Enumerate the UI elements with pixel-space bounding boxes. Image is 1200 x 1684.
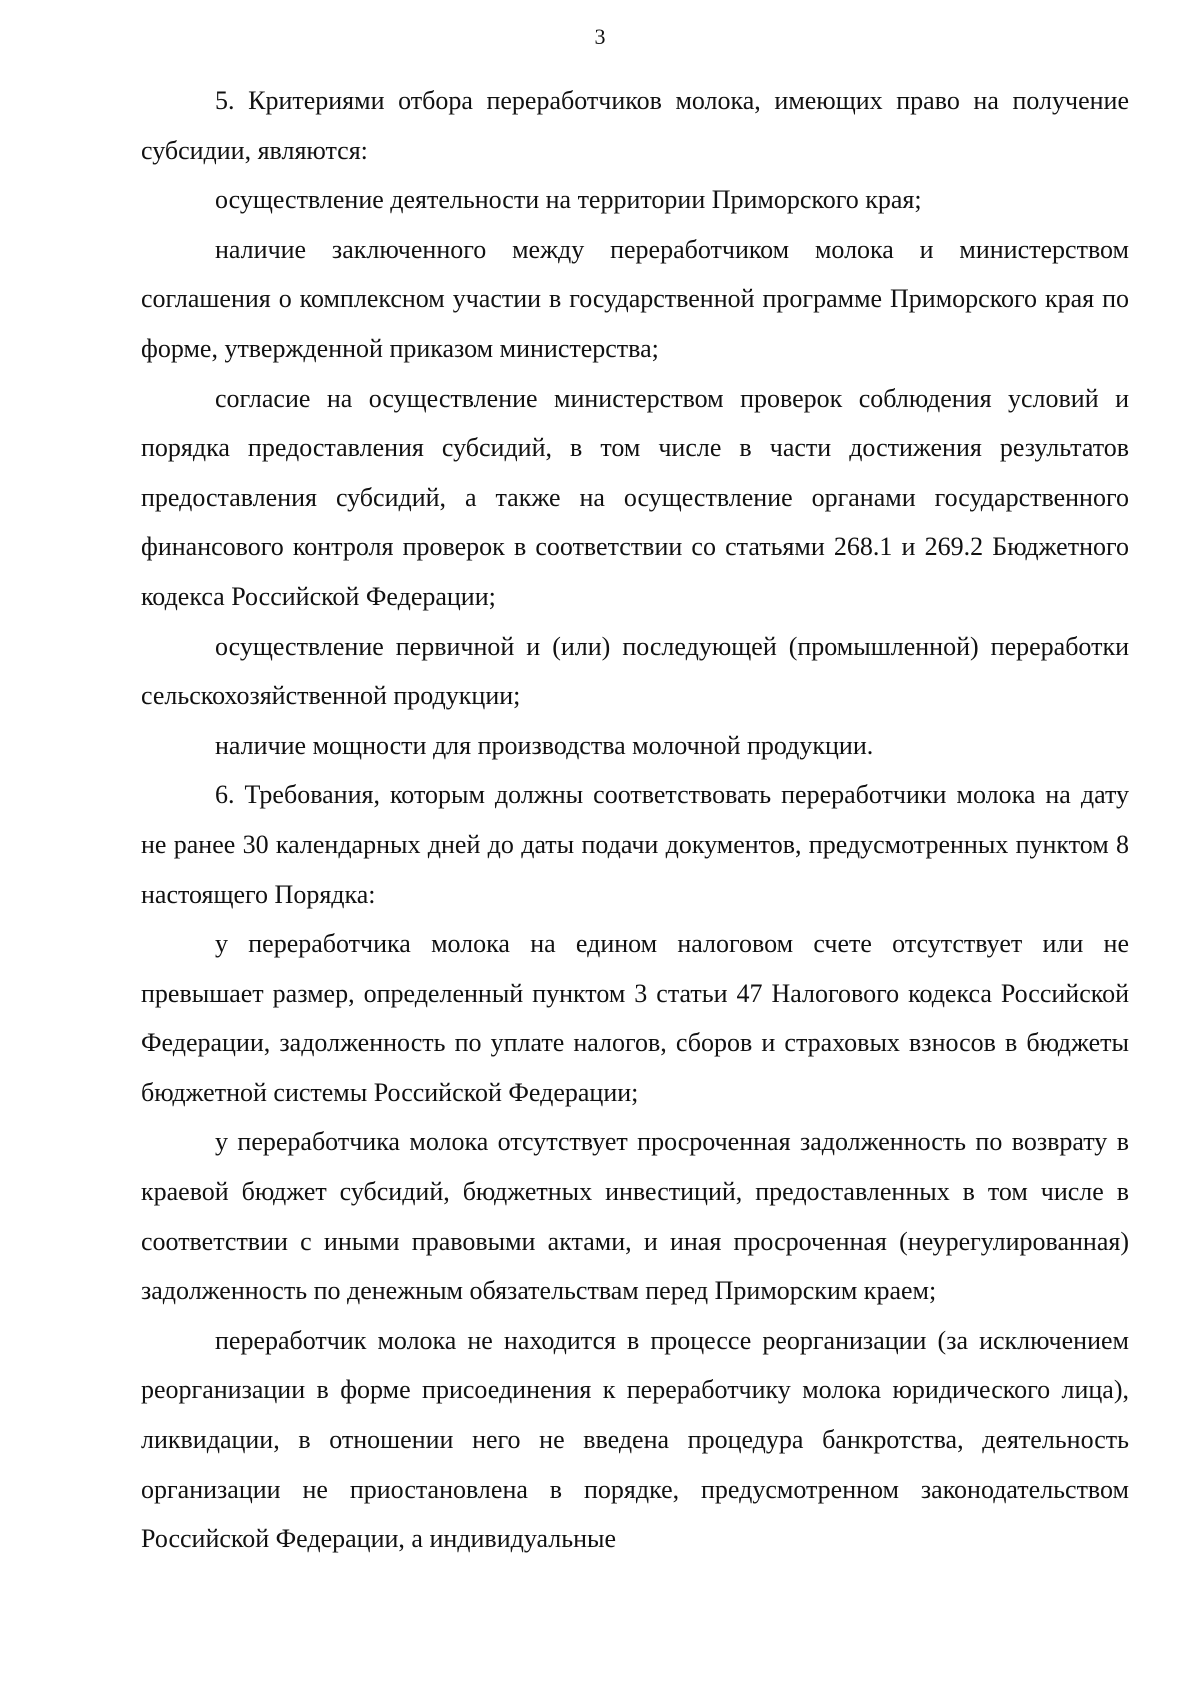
document-body bbox=[141, 76, 1129, 1564]
paragraph-requirement-budget-debt: у переработчика молока отсутствует просроченная задолженность по возврату в краевой бюджет субсидий, бюджетных инвестиций, предоставленных в том числе в соответствии с иными правовыми актами, и иная просроченная (неурегулированная) задолженность по денежным обязательствам перед Приморским краем; bbox=[141, 1127, 1129, 1306]
paragraph-criterion-territory: осуществление деятельности на территории Приморского края; bbox=[215, 185, 922, 215]
page-number: 3 bbox=[594, 24, 606, 49]
paragraph-criterion-consent: согласие на осуществление министерством проверок соблюдения условий и порядка предоставления субсидий, в том числе в части достижения результатов предоставления субсидий, а также на осуществление органами государственного финансового контроля проверок в соответствии со статьями 268.1 и 269.2 Бюджетного кодекса Российской Федерации; bbox=[141, 383, 1129, 611]
paragraph-criterion-agreement: наличие заключенного между переработчиком молока и министерством соглашения о комплексном участии в государственной программе Приморского края по форме, утвержденной приказом министерства; bbox=[141, 234, 1129, 363]
paragraph-requirements-intro: 6. Требования, которым должны соответствовать переработчики молока на дату не ранее 30 календарных дней до даты подачи документов, предусмотренных пунктом 8 настоящего Порядка: bbox=[141, 780, 1129, 909]
paragraph-requirement-tax-debt: у переработчика молока на едином налоговом счете отсутствует или не превышает размер, определенный пунктом 3 статьи 47 Налогового кодекса Российской Федерации, задолженность по уплате налогов, сборов и страховых взносов в бюджеты бюджетной системы Российской Федерации; bbox=[141, 929, 1129, 1107]
paragraph-criterion-capacity: наличие мощности для производства молочной продукции. bbox=[215, 730, 874, 760]
paragraph-criteria-intro: 5. Критериями отбора переработчиков молока, имеющих право на получение субсидии, являются: bbox=[141, 86, 1129, 165]
paragraph-criterion-processing: осуществление первичной и (или) последующей (промышленной) переработки сельскохозяйственной продукции; bbox=[141, 631, 1129, 711]
paragraph-requirement-reorganization: переработчик молока не находится в процессе реорганизации (за исключением реорганизации в форме присоединения к переработчику молока юридического лица), ликвидации, в отношении него не введена процедура банкротства, деятельность организации не приостановлена в порядке, предусмотренном законодательством Российской Федерации, а индивидуальные bbox=[141, 1325, 1129, 1554]
